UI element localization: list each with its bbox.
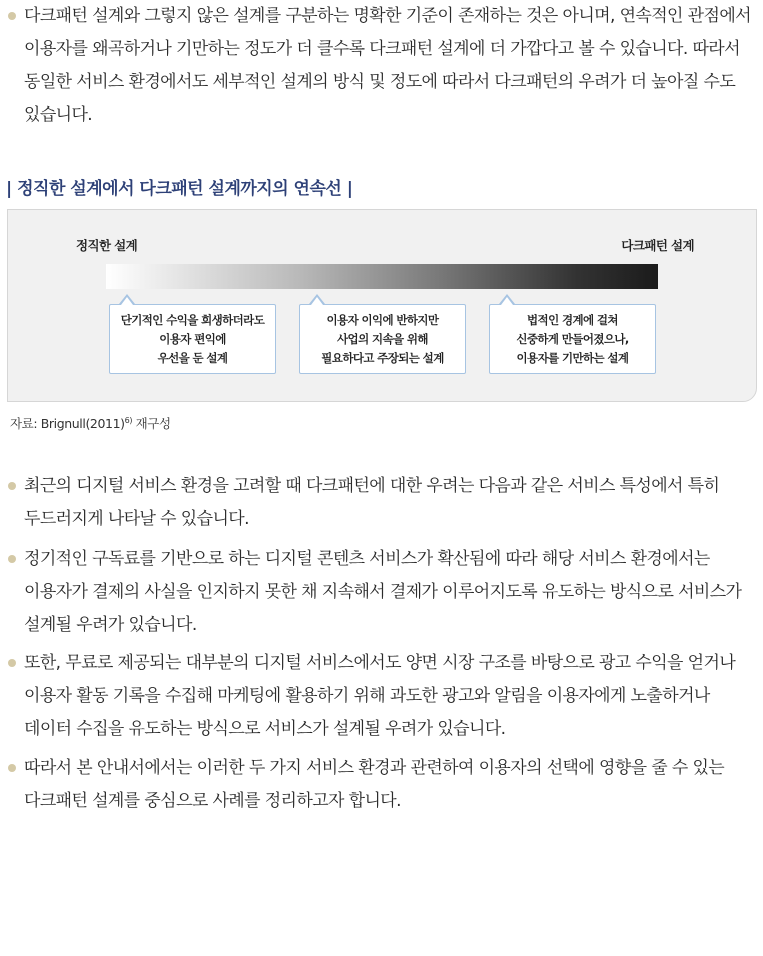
note-pointer [119,294,135,304]
bullet-dot [8,659,16,667]
body-text: 또한, 무료로 제공되는 대부분의 디지털 서비스에서도 양면 시장 구조를 바탕으로 광고 수익을 얻거나 이용자 활동 기록을 수집해 마케팅에 활용하기 위해 과도한 광고와 알림을 이용자에게 노출하거나 데이터 수집을 유도하는 방식으로 서비스가 설계될 우려가 있습니다. [24,653,736,739]
note-pointer [499,294,515,304]
note-line: 이용자를 기만하는 설계 [516,350,629,365]
note-line: 사업의 지속을 위해 [337,331,428,346]
body-text: 최근의 디지털 서비스 환경을 고려할 때 다크패턴에 대한 우려는 다음과 같은 서비스 특성에서 특히 두드러지게 나타날 수 있습니다. [24,476,720,529]
body-paragraph-3 [8,647,760,746]
note-pointer [309,294,325,304]
note-line: 신중하게 만들어졌으나, [516,331,629,346]
note-box-dark [489,304,656,374]
note-line: 이용자 이익에 반하지만 [326,312,439,327]
note-line: 우선을 둔 설계 [157,350,228,365]
body-paragraph-2 [8,543,760,642]
honest-design-label: 정직한 설계 [76,238,138,253]
figure-title: | 정직한 설계에서 다크패턴 설계까지의 연속선 | [6,179,353,199]
bullet-dot [8,482,16,490]
intro-paragraph [8,0,760,132]
body-text: 정기적인 구독료를 기반으로 하는 디지털 콘텐츠 서비스가 확산됨에 따라 해당 서비스 환경에서는 이용자가 결제의 사실을 인지하지 못한 채 지속해서 결제가 이루어지도록 유도하는 방식으로 서비스가 설계될 우려가 있습니다. [24,549,742,635]
continuum-gradient-bar [106,264,658,289]
note-box-middle [299,304,466,374]
bullet-dot [8,555,16,563]
body-paragraph-1 [8,470,760,536]
bullet-dot [8,764,16,772]
note-box-honest [109,304,276,374]
note-line: 필요하다고 주장되는 설계 [321,350,444,365]
figure-source [10,414,171,432]
intro-text: 다크패턴 설계와 그렇지 않은 설계를 구분하는 명확한 기준이 존재하는 것은 아니며, 연속적인 관점에서 이용자를 왜곡하거나 기만하는 정도가 더 클수록 다크패턴 설계에 더 가깝다고 볼 수 있습니다. 따라서 동일한 서비스 환경에서도 세부적인 설계의 방식 및 정도에 따라서 다크패턴의 우려가 더 높아질 수도 있습니다. [24,6,751,125]
note-line: 법적인 경계에 걸쳐 [527,312,618,327]
continuum-figure [7,209,757,402]
body-paragraph-4 [8,752,760,818]
note-line: 단기적인 수익을 희생하더라도 [120,312,265,327]
note-line: 이용자 편익에 [159,331,226,346]
source-suffix: 재구성 [132,416,171,431]
source-text: 자료: Brignull(2011) [10,416,125,431]
body-text: 따라서 본 안내서에서는 이러한 두 가지 서비스 환경과 관련하여 이용자의 선택에 영향을 줄 수 있는 다크패턴 설계를 중심으로 사례를 정리하고자 합니다. [24,758,725,811]
bullet-dot [8,12,16,20]
dark-pattern-label: 다크패턴 설계 [621,238,694,253]
footnote-ref: 6) [124,415,133,425]
